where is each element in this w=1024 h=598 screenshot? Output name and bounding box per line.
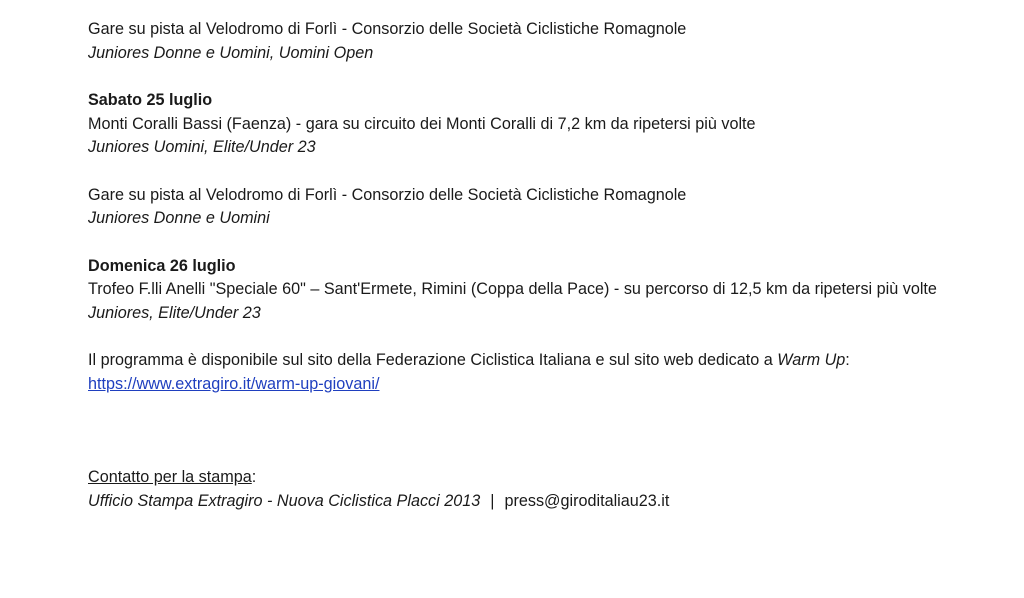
event-track-saturday: Gare su pista al Velodromo di Forlì - Consorzio delle Società Ciclistiche Romagnole — [88, 185, 687, 204]
press-separator: | — [490, 491, 495, 510]
spacer — [88, 325, 988, 349]
event-road-saturday: Monti Coralli Bassi (Faenza) - gara su circuito dei Monti Coralli di 7,2 km da ripetersi più volte — [88, 114, 756, 133]
event-road-sunday: Trofeo F.lli Anelli "Speciale 60" – Sant'Ermete, Rimini (Coppa della Pace) - su percorso di 12,5 km da ripetersi più volte — [88, 280, 937, 298]
category-track-first: Juniores Donne e Uomini, Uomini Open — [88, 43, 374, 62]
spacer — [88, 65, 988, 89]
press-office: Ufficio Stampa Extragiro - Nuova Ciclistica Placci 2013 — [88, 491, 481, 510]
program-link-row — [88, 373, 988, 397]
press-contact-heading — [88, 466, 988, 490]
category-road-sunday: Juniores, Elite/Under 23 — [88, 303, 261, 322]
program-text: Il programma è disponibile sul sito della Federazione Ciclistica Italiana e sul sito web dedicato a — [88, 351, 778, 369]
program-info — [88, 349, 988, 373]
program-link[interactable]: https://www.extragiro.it/warm-up-giovani/ — [88, 374, 380, 393]
day-heading-saturday: Sabato 25 luglio — [88, 91, 213, 109]
spacer — [88, 160, 988, 184]
spacer — [88, 396, 988, 466]
program-suffix: : — [845, 351, 850, 369]
category-road-saturday: Juniores Uomini, Elite/Under 23 — [88, 138, 316, 156]
day-heading-sunday: Domenica 26 luglio — [88, 256, 236, 275]
category-track-saturday: Juniores Donne e Uomini — [88, 209, 270, 227]
program-emphasis: Warm Up — [777, 351, 846, 369]
press-email[interactable]: press@giroditaliau23.it — [504, 491, 670, 510]
spacer — [88, 231, 988, 255]
press-contact-line — [88, 490, 988, 514]
event-track-first: Gare su pista al Velodromo di Forlì - Consorzio delle Società Ciclistiche Romagnole — [88, 20, 687, 38]
document-page — [88, 18, 988, 513]
press-label: Contatto per la stampa — [88, 468, 252, 486]
press-label-suffix: : — [251, 468, 257, 486]
